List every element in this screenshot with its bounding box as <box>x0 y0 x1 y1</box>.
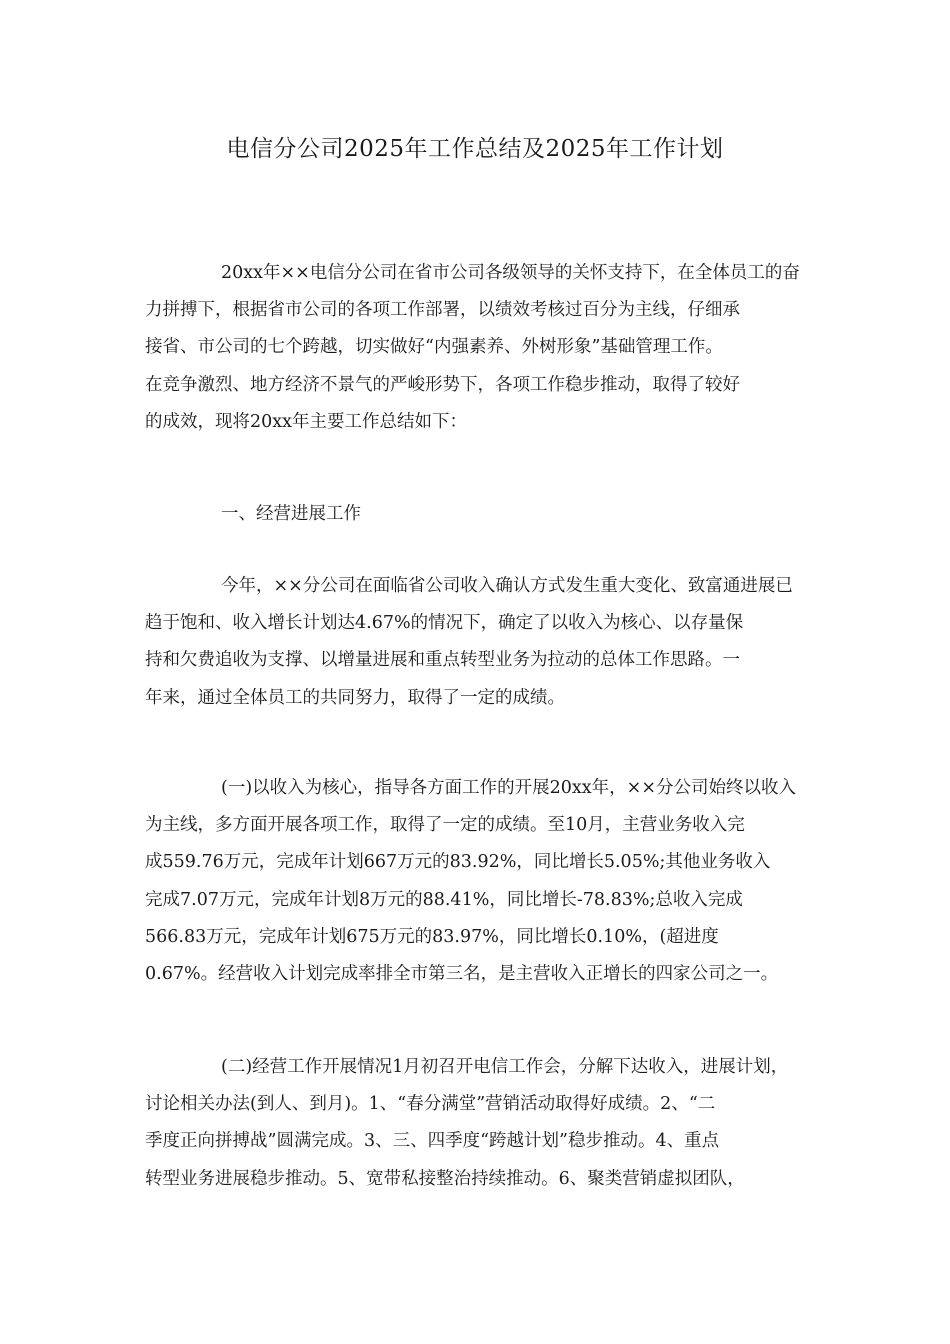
text-line: 成559.76万元，完成年计划667万元的83.92%，同比增长5.05%;其他业务收入 <box>145 852 771 873</box>
paragraph-revenue <box>145 770 825 993</box>
paragraph-operations <box>145 1049 825 1198</box>
text-line: 转型业务进展稳步推动。5、宽带私接整治持续推动。6、聚类营销虚拟团队， <box>145 1168 745 1189</box>
text-line: 季度正向拼搏战”圆满完成。3、三、四季度“跨越计划”稳步推动。4、重点 <box>145 1131 720 1152</box>
paragraph-intro <box>145 255 825 441</box>
text-line: 讨论相关办法(到人、到月)。1、“春分满堂”营销活动取得好成绩。2、“二 <box>145 1094 716 1115</box>
text-line: 持和欠费追收为支撑、以增量进展和重点转型业务为拉动的总体工作思路。一 <box>145 650 740 671</box>
text-line: 在竞争激烈、地方经济不景气的严峻形势下，各项工作稳步推动，取得了较好 <box>145 374 740 395</box>
text-line: 今年，××分公司在面临省公司收入确认方式发生重大变化、致富通进展已 <box>221 576 793 596</box>
text-line: 一、经营进展工作 <box>221 504 361 524</box>
text-line: 接省、市公司的七个跨越，切实做好“内强素养、外树形象”基础管理工作。 <box>145 337 723 358</box>
text-line: 0.67%。经营收入计划完成率排全市第三名，是主营收入正增长的四家公司之一。 <box>145 964 779 985</box>
section-heading <box>145 496 825 533</box>
text-line: 年来，通过全体员工的共同努力，取得了一定的成绩。 <box>145 687 565 708</box>
text-line: (二)经营工作开展情况1月初召开电信工作会，分解下达收入，进展计划， <box>221 1057 789 1077</box>
text-line: 566.83万元，完成年计划675万元的83.97%，同比增长0.10%，(超进度 <box>145 926 719 947</box>
paragraph-business <box>145 568 825 717</box>
text-line: (一)以收入为核心，指导各方面工作的开展20xx年，××分公司始终以收入 <box>221 778 796 798</box>
text-line: 力拼搏下，根据省市公司的各项工作部署，以绩效考核过百分为主线，仔细承 <box>145 300 740 321</box>
text-line: 为主线，多方面开展各项工作，取得了一定的成绩。至10月，主营业务收入完 <box>145 815 745 836</box>
text-line: 趋于饱和、收入增长计划达4.67%的情况下，确定了以收入为核心、以存量保 <box>145 613 744 634</box>
document-title: 电信分公司2025年工作总结及2025年工作计划 <box>226 136 724 162</box>
text-line: 的成效，现将20xx年主要工作总结如下： <box>145 411 468 432</box>
text-line: 完成7.07万元，完成年计划8万元的88.41%，同比增长-78.83%;总收入完成 <box>145 889 743 910</box>
text-line: 20xx年××电信分公司在省市公司各级领导的关怀支持下，在全体员工的奋 <box>221 263 800 283</box>
